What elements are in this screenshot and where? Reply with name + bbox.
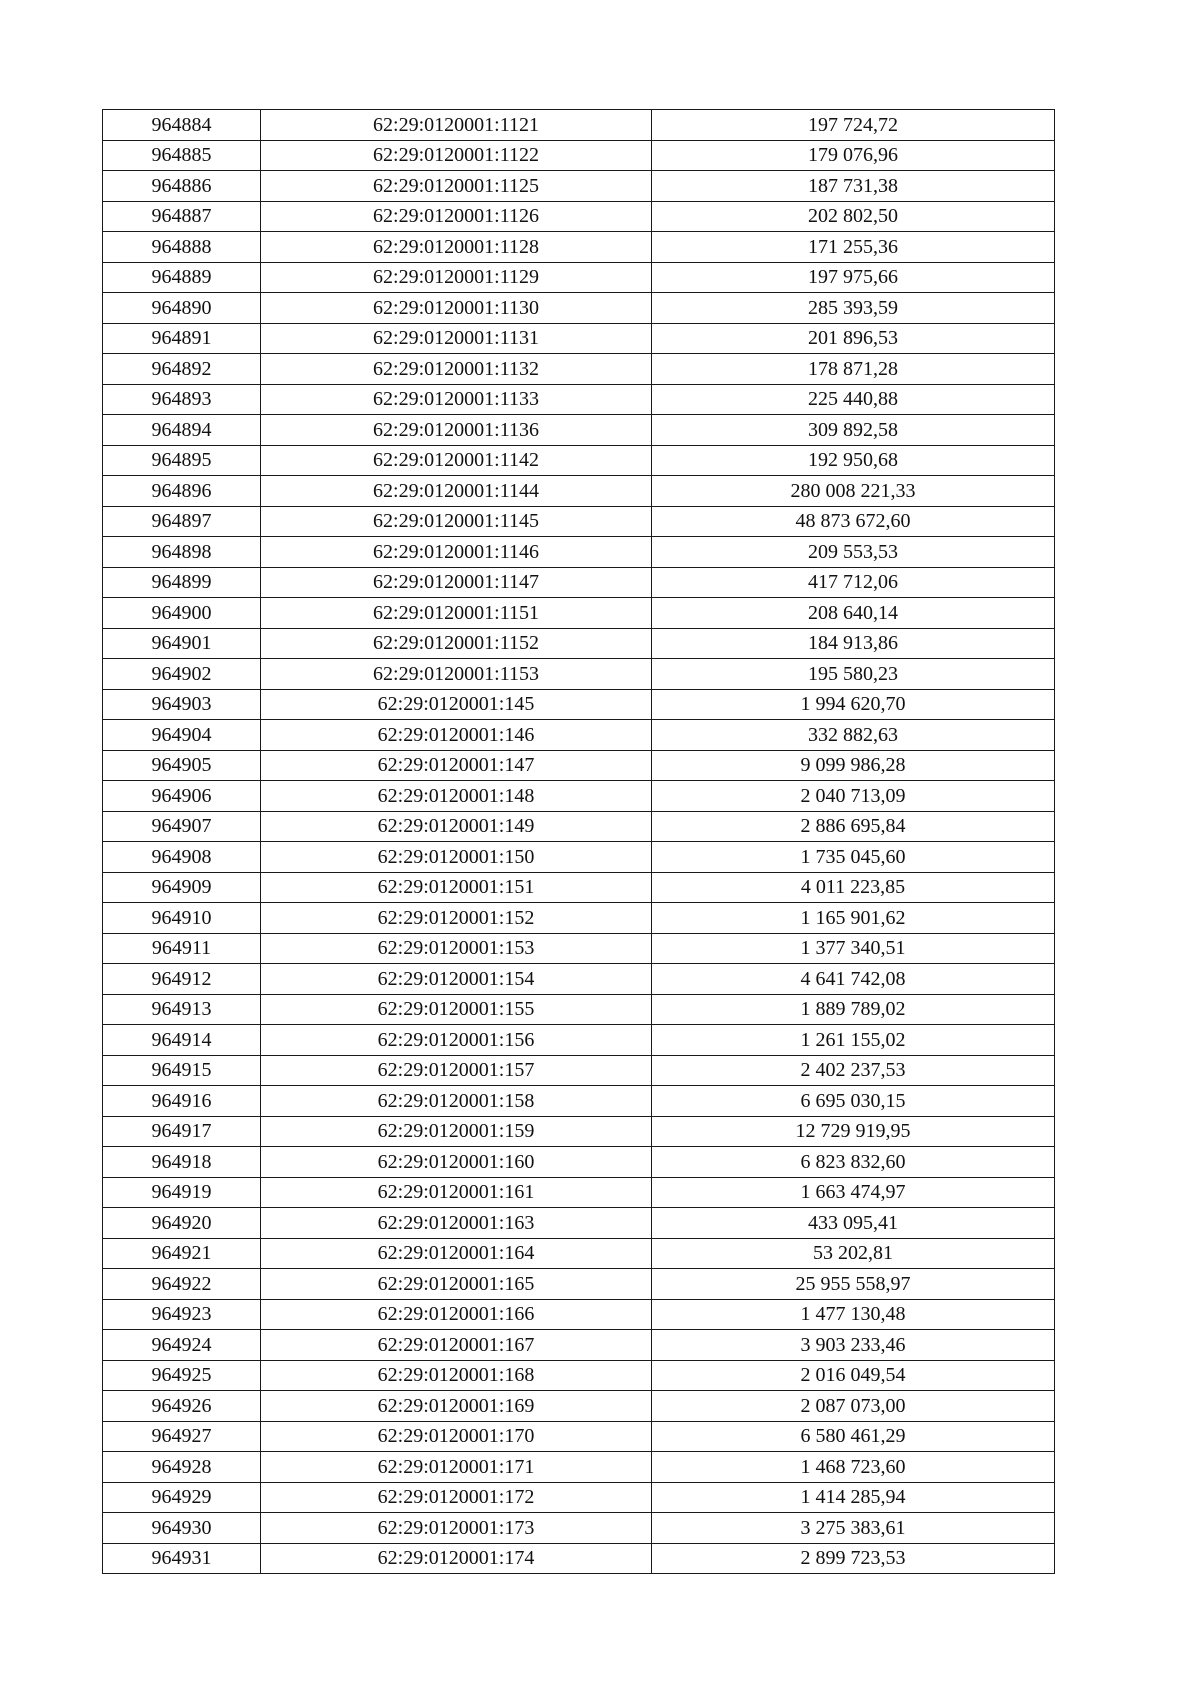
cadastral-value-cell: 417 712,06: [652, 567, 1055, 598]
cadastral-number-cell: 62:29:0120001:157: [261, 1055, 652, 1086]
cadastral-value-cell: 1 165 901,62: [652, 903, 1055, 934]
table-row: [103, 811, 1055, 842]
cadastral-number-cell: 62:29:0120001:1153: [261, 659, 652, 690]
table-row: [103, 1391, 1055, 1422]
cadastral-value-cell: 197 724,72: [652, 110, 1055, 141]
row-number-cell: 964897: [103, 506, 261, 537]
row-number-cell: 964913: [103, 994, 261, 1025]
cadastral-value-cell: 53 202,81: [652, 1238, 1055, 1269]
cadastral-number-cell: 62:29:0120001:156: [261, 1025, 652, 1056]
table-row: [103, 842, 1055, 873]
row-number-cell: 964893: [103, 384, 261, 415]
row-number-cell: 964907: [103, 811, 261, 842]
cadastral-value-cell: 309 892,58: [652, 415, 1055, 446]
row-number-cell: 964887: [103, 201, 261, 232]
row-number-cell: 964911: [103, 933, 261, 964]
row-number-cell: 964925: [103, 1360, 261, 1391]
cadastral-value-cell: 225 440,88: [652, 384, 1055, 415]
cadastral-value-cell: 2 899 723,53: [652, 1543, 1055, 1574]
row-number-cell: 964914: [103, 1025, 261, 1056]
table-row: [103, 1299, 1055, 1330]
cadastral-value-cell: 184 913,86: [652, 628, 1055, 659]
table-row: [103, 1238, 1055, 1269]
cadastral-number-cell: 62:29:0120001:166: [261, 1299, 652, 1330]
table-row: [103, 1543, 1055, 1574]
table-row: [103, 1025, 1055, 1056]
table-row: [103, 1513, 1055, 1544]
cadastral-number-cell: 62:29:0120001:152: [261, 903, 652, 934]
cadastral-value-cell: 202 802,50: [652, 201, 1055, 232]
cadastral-value-table: [102, 109, 1055, 1574]
row-number-cell: 964894: [103, 415, 261, 446]
cadastral-value-cell: 178 871,28: [652, 354, 1055, 385]
cadastral-number-cell: 62:29:0120001:1144: [261, 476, 652, 507]
cadastral-value-cell: 1 414 285,94: [652, 1482, 1055, 1513]
table-row: [103, 598, 1055, 629]
cadastral-value-cell: 209 553,53: [652, 537, 1055, 568]
row-number-cell: 964915: [103, 1055, 261, 1086]
table-row: [103, 1360, 1055, 1391]
cadastral-number-cell: 62:29:0120001:1126: [261, 201, 652, 232]
cadastral-value-cell: 2 886 695,84: [652, 811, 1055, 842]
cadastral-number-cell: 62:29:0120001:1128: [261, 232, 652, 263]
row-number-cell: 964906: [103, 781, 261, 812]
row-number-cell: 964885: [103, 140, 261, 171]
cadastral-value-cell: 280 008 221,33: [652, 476, 1055, 507]
table-row: [103, 262, 1055, 293]
cadastral-number-cell: 62:29:0120001:1131: [261, 323, 652, 354]
table-row: [103, 1177, 1055, 1208]
cadastral-number-cell: 62:29:0120001:1132: [261, 354, 652, 385]
row-number-cell: 964924: [103, 1330, 261, 1361]
cadastral-value-cell: 3 275 383,61: [652, 1513, 1055, 1544]
table-row: [103, 140, 1055, 171]
cadastral-number-cell: 62:29:0120001:174: [261, 1543, 652, 1574]
row-number-cell: 964921: [103, 1238, 261, 1269]
row-number-cell: 964926: [103, 1391, 261, 1422]
cadastral-number-cell: 62:29:0120001:1133: [261, 384, 652, 415]
cadastral-value-cell: 1 889 789,02: [652, 994, 1055, 1025]
row-number-cell: 964891: [103, 323, 261, 354]
table-row: [103, 1147, 1055, 1178]
cadastral-value-cell: 179 076,96: [652, 140, 1055, 171]
table-row: [103, 537, 1055, 568]
cadastral-number-cell: 62:29:0120001:1145: [261, 506, 652, 537]
table-row: [103, 872, 1055, 903]
cadastral-value-cell: 4 641 742,08: [652, 964, 1055, 995]
row-number-cell: 964900: [103, 598, 261, 629]
row-number-cell: 964884: [103, 110, 261, 141]
table-row: [103, 1269, 1055, 1300]
row-number-cell: 964889: [103, 262, 261, 293]
table-row: [103, 1482, 1055, 1513]
row-number-cell: 964917: [103, 1116, 261, 1147]
cadastral-number-cell: 62:29:0120001:151: [261, 872, 652, 903]
cadastral-number-cell: 62:29:0120001:167: [261, 1330, 652, 1361]
table-row: [103, 1421, 1055, 1452]
cadastral-value-cell: 4 011 223,85: [652, 872, 1055, 903]
cadastral-value-cell: 1 994 620,70: [652, 689, 1055, 720]
cadastral-number-cell: 62:29:0120001:158: [261, 1086, 652, 1117]
cadastral-number-cell: 62:29:0120001:1136: [261, 415, 652, 446]
table-row: [103, 720, 1055, 751]
row-number-cell: 964918: [103, 1147, 261, 1178]
cadastral-number-cell: 62:29:0120001:154: [261, 964, 652, 995]
row-number-cell: 964919: [103, 1177, 261, 1208]
cadastral-number-cell: 62:29:0120001:153: [261, 933, 652, 964]
cadastral-value-cell: 208 640,14: [652, 598, 1055, 629]
table-row: [103, 567, 1055, 598]
cadastral-number-cell: 62:29:0120001:160: [261, 1147, 652, 1178]
cadastral-number-cell: 62:29:0120001:1130: [261, 293, 652, 324]
row-number-cell: 964909: [103, 872, 261, 903]
row-number-cell: 964916: [103, 1086, 261, 1117]
row-number-cell: 964923: [103, 1299, 261, 1330]
cadastral-number-cell: 62:29:0120001:1129: [261, 262, 652, 293]
cadastral-value-cell: 2 402 237,53: [652, 1055, 1055, 1086]
cadastral-value-cell: 2 087 073,00: [652, 1391, 1055, 1422]
cadastral-number-cell: 62:29:0120001:1122: [261, 140, 652, 171]
table-row: [103, 232, 1055, 263]
row-number-cell: 964892: [103, 354, 261, 385]
table-row: [103, 659, 1055, 690]
cadastral-number-cell: 62:29:0120001:165: [261, 1269, 652, 1300]
row-number-cell: 964899: [103, 567, 261, 598]
row-number-cell: 964901: [103, 628, 261, 659]
cadastral-number-cell: 62:29:0120001:1152: [261, 628, 652, 659]
row-number-cell: 964922: [103, 1269, 261, 1300]
table-row: [103, 293, 1055, 324]
row-number-cell: 964908: [103, 842, 261, 873]
table-row: [103, 384, 1055, 415]
row-number-cell: 964886: [103, 171, 261, 202]
cadastral-value-cell: 1 261 155,02: [652, 1025, 1055, 1056]
cadastral-number-cell: 62:29:0120001:163: [261, 1208, 652, 1239]
cadastral-value-cell: 48 873 672,60: [652, 506, 1055, 537]
table-body: [103, 110, 1055, 1574]
table-row: [103, 1116, 1055, 1147]
table-row: [103, 201, 1055, 232]
table-row: [103, 1330, 1055, 1361]
cadastral-number-cell: 62:29:0120001:159: [261, 1116, 652, 1147]
table-row: [103, 445, 1055, 476]
table-row: [103, 1452, 1055, 1483]
row-number-cell: 964898: [103, 537, 261, 568]
cadastral-value-cell: 433 095,41: [652, 1208, 1055, 1239]
cadastral-number-cell: 62:29:0120001:145: [261, 689, 652, 720]
table-row: [103, 628, 1055, 659]
row-number-cell: 964910: [103, 903, 261, 934]
cadastral-number-cell: 62:29:0120001:161: [261, 1177, 652, 1208]
cadastral-number-cell: 62:29:0120001:147: [261, 750, 652, 781]
table-row: [103, 323, 1055, 354]
table-row: [103, 506, 1055, 537]
cadastral-value-cell: 1 663 474,97: [652, 1177, 1055, 1208]
cadastral-number-cell: 62:29:0120001:149: [261, 811, 652, 842]
cadastral-value-cell: 1 735 045,60: [652, 842, 1055, 873]
row-number-cell: 964903: [103, 689, 261, 720]
table-row: [103, 1055, 1055, 1086]
cadastral-number-cell: 62:29:0120001:1151: [261, 598, 652, 629]
table-row: [103, 110, 1055, 141]
table-row: [103, 689, 1055, 720]
cadastral-number-cell: 62:29:0120001:150: [261, 842, 652, 873]
row-number-cell: 964929: [103, 1482, 261, 1513]
cadastral-value-cell: 201 896,53: [652, 323, 1055, 354]
table-row: [103, 933, 1055, 964]
cadastral-value-cell: 187 731,38: [652, 171, 1055, 202]
table-row: [103, 1208, 1055, 1239]
table-row: [103, 964, 1055, 995]
row-number-cell: 964930: [103, 1513, 261, 1544]
row-number-cell: 964931: [103, 1543, 261, 1574]
cadastral-number-cell: 62:29:0120001:173: [261, 1513, 652, 1544]
cadastral-value-cell: 1 477 130,48: [652, 1299, 1055, 1330]
cadastral-number-cell: 62:29:0120001:146: [261, 720, 652, 751]
cadastral-number-cell: 62:29:0120001:170: [261, 1421, 652, 1452]
cadastral-number-cell: 62:29:0120001:1147: [261, 567, 652, 598]
table-row: [103, 1086, 1055, 1117]
cadastral-value-cell: 6 695 030,15: [652, 1086, 1055, 1117]
table-row: [103, 415, 1055, 446]
row-number-cell: 964928: [103, 1452, 261, 1483]
table-row: [103, 781, 1055, 812]
row-number-cell: 964912: [103, 964, 261, 995]
cadastral-number-cell: 62:29:0120001:168: [261, 1360, 652, 1391]
cadastral-value-cell: 6 580 461,29: [652, 1421, 1055, 1452]
table-row: [103, 903, 1055, 934]
cadastral-number-cell: 62:29:0120001:155: [261, 994, 652, 1025]
table-row: [103, 354, 1055, 385]
cadastral-number-cell: 62:29:0120001:1125: [261, 171, 652, 202]
row-number-cell: 964896: [103, 476, 261, 507]
cadastral-value-cell: 195 580,23: [652, 659, 1055, 690]
cadastral-value-cell: 1 377 340,51: [652, 933, 1055, 964]
table-row: [103, 750, 1055, 781]
row-number-cell: 964902: [103, 659, 261, 690]
row-number-cell: 964904: [103, 720, 261, 751]
cadastral-number-cell: 62:29:0120001:1142: [261, 445, 652, 476]
table-row: [103, 476, 1055, 507]
cadastral-value-cell: 1 468 723,60: [652, 1452, 1055, 1483]
cadastral-value-cell: 332 882,63: [652, 720, 1055, 751]
cadastral-value-cell: 197 975,66: [652, 262, 1055, 293]
cadastral-value-cell: 25 955 558,97: [652, 1269, 1055, 1300]
cadastral-value-cell: 192 950,68: [652, 445, 1055, 476]
row-number-cell: 964920: [103, 1208, 261, 1239]
cadastral-number-cell: 62:29:0120001:1121: [261, 110, 652, 141]
row-number-cell: 964888: [103, 232, 261, 263]
table-row: [103, 994, 1055, 1025]
cadastral-value-cell: 12 729 919,95: [652, 1116, 1055, 1147]
cadastral-value-cell: 9 099 986,28: [652, 750, 1055, 781]
cadastral-value-cell: 3 903 233,46: [652, 1330, 1055, 1361]
row-number-cell: 964927: [103, 1421, 261, 1452]
cadastral-number-cell: 62:29:0120001:172: [261, 1482, 652, 1513]
row-number-cell: 964905: [103, 750, 261, 781]
cadastral-number-cell: 62:29:0120001:169: [261, 1391, 652, 1422]
cadastral-value-cell: 6 823 832,60: [652, 1147, 1055, 1178]
row-number-cell: 964890: [103, 293, 261, 324]
cadastral-value-cell: 2 040 713,09: [652, 781, 1055, 812]
cadastral-number-cell: 62:29:0120001:164: [261, 1238, 652, 1269]
table-row: [103, 171, 1055, 202]
cadastral-number-cell: 62:29:0120001:148: [261, 781, 652, 812]
cadastral-value-cell: 171 255,36: [652, 232, 1055, 263]
cadastral-value-cell: 285 393,59: [652, 293, 1055, 324]
row-number-cell: 964895: [103, 445, 261, 476]
cadastral-number-cell: 62:29:0120001:171: [261, 1452, 652, 1483]
cadastral-number-cell: 62:29:0120001:1146: [261, 537, 652, 568]
cadastral-value-cell: 2 016 049,54: [652, 1360, 1055, 1391]
